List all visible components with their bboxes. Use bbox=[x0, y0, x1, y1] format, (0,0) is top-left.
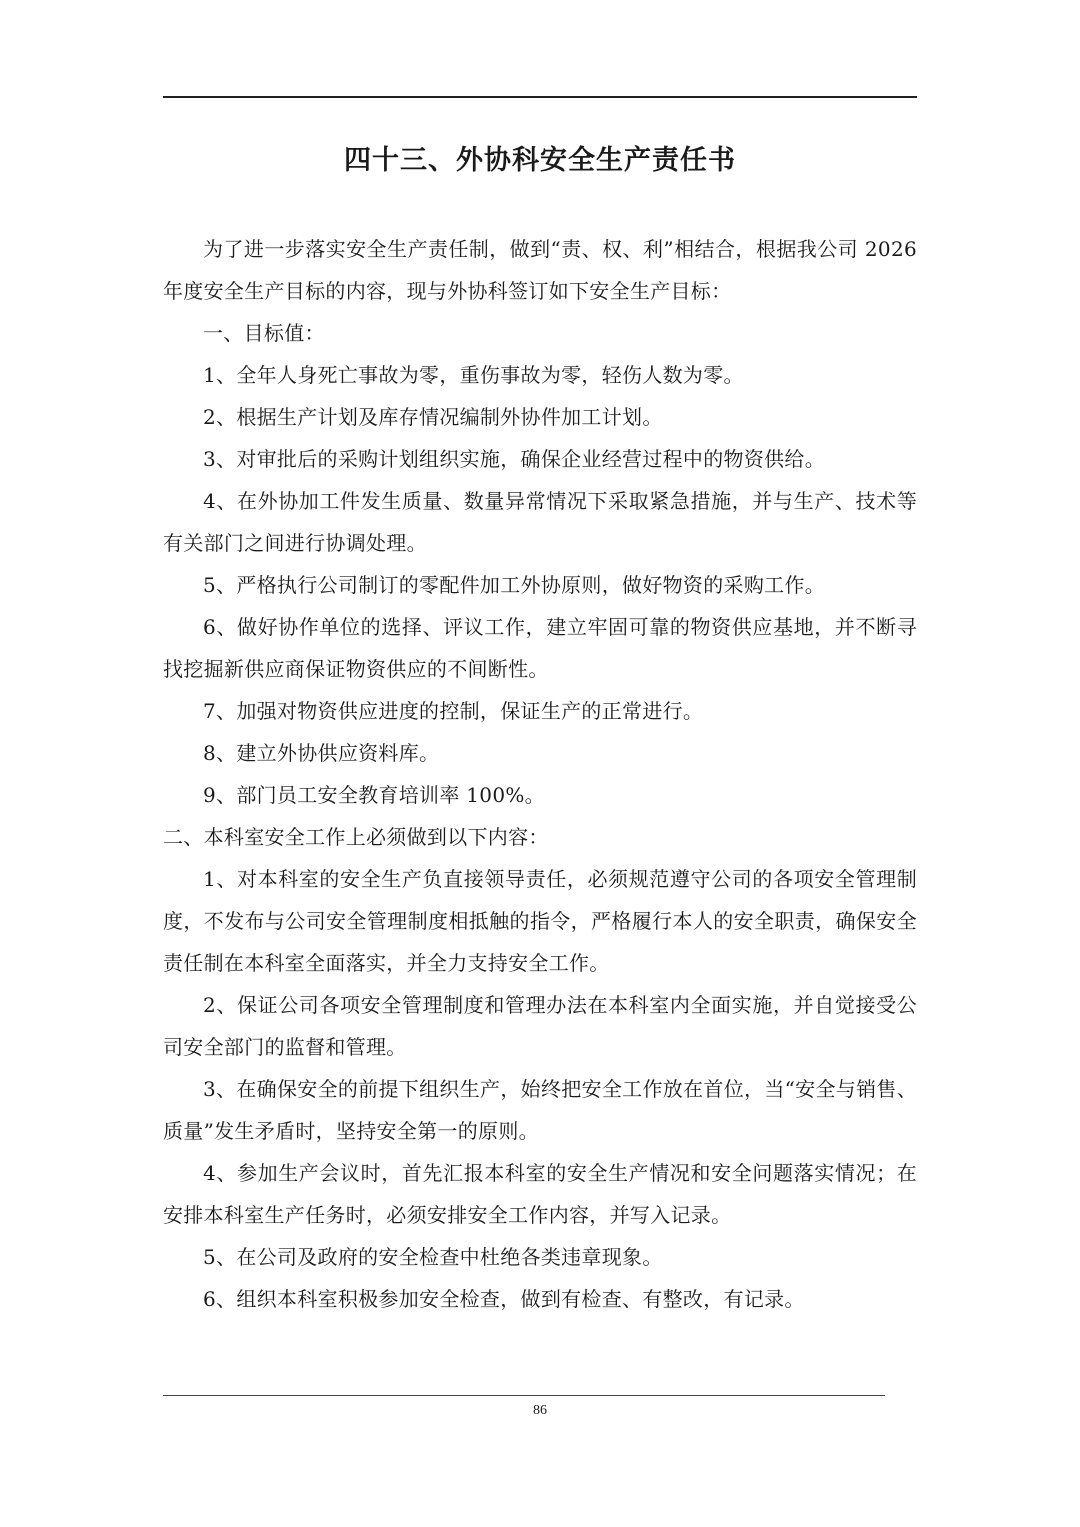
header-rule bbox=[163, 96, 917, 98]
document-body bbox=[163, 228, 917, 1320]
requirement-item-2: 2、保证公司各项安全管理制度和管理办法在本科室内全面实施，并自觉接受公司安全部门的监督和管理。 bbox=[163, 993, 917, 1059]
target-item-7: 7、加强对物资供应进度的控制，保证生产的正常进行。 bbox=[203, 699, 704, 723]
requirement-item-4: 4、参加生产会议时，首先汇报本科室的安全生产情况和安全问题落实情况；在安排本科室生产任务时，必须安排安全工作内容，并写入记录。 bbox=[163, 1161, 917, 1227]
target-item-2: 2、根据生产计划及库存情况编制外协件加工计划。 bbox=[203, 405, 663, 429]
requirement-item-6: 6、组织本科室积极参加安全检查，做到有检查、有整改，有记录。 bbox=[203, 1287, 805, 1311]
requirement-item-1: 1、对本科室的安全生产负直接领导责任，必须规范遵守公司的各项安全管理制度，不发布与公司安全管理制度相抵触的指令，严格履行本人的安全职责，确保安全责任制在本科室全面落实，并全力支持安全工作。 bbox=[163, 867, 917, 975]
target-item-8: 8、建立外协供应资料库。 bbox=[203, 741, 440, 765]
requirement-item-3: 3、在确保安全的前提下组织生产，始终把安全工作放在首位，当“安全与销售、质量”发生矛盾时，坚持安全第一的原则。 bbox=[163, 1077, 917, 1143]
page-number: 86 bbox=[533, 1403, 547, 1418]
target-item-1: 1、全年人身死亡事故为零，重伤事故为零，轻伤人数为零。 bbox=[203, 363, 744, 387]
section-heading-targets: 一、目标值： bbox=[203, 321, 325, 345]
section-heading-requirements: 二、本科室安全工作上必须做到以下内容： bbox=[163, 825, 549, 849]
target-item-5: 5、严格执行公司制订的零配件加工外协原则，做好物资的采购工作。 bbox=[203, 573, 826, 597]
target-item-6: 6、做好协作单位的选择、评议工作，建立牢固可靠的物资供应基地，并不断寻找挖掘新供应商保证物资供应的不间断性。 bbox=[163, 615, 917, 681]
target-item-9: 9、部门员工安全教育培训率 100%。 bbox=[203, 783, 545, 807]
target-item-3: 3、对审批后的采购计划组织实施，确保企业经营过程中的物资供给。 bbox=[203, 447, 826, 471]
footer-rule bbox=[163, 1395, 885, 1396]
requirement-item-5: 5、在公司及政府的安全检查中杜绝各类违章现象。 bbox=[203, 1245, 663, 1269]
paragraph-intro: 为了进一步落实安全生产责任制，做到“责、权、利”相结合，根据我公司 2026 年度安全生产目标的内容，现与外协科签订如下安全生产目标： bbox=[163, 237, 917, 303]
document-title: 四十三、外协科安全生产责任书 bbox=[344, 145, 736, 176]
target-item-4: 4、在外协加工件发生质量、数量异常情况下采取紧急措施，并与生产、技术等有关部门之间进行协调处理。 bbox=[163, 489, 917, 555]
